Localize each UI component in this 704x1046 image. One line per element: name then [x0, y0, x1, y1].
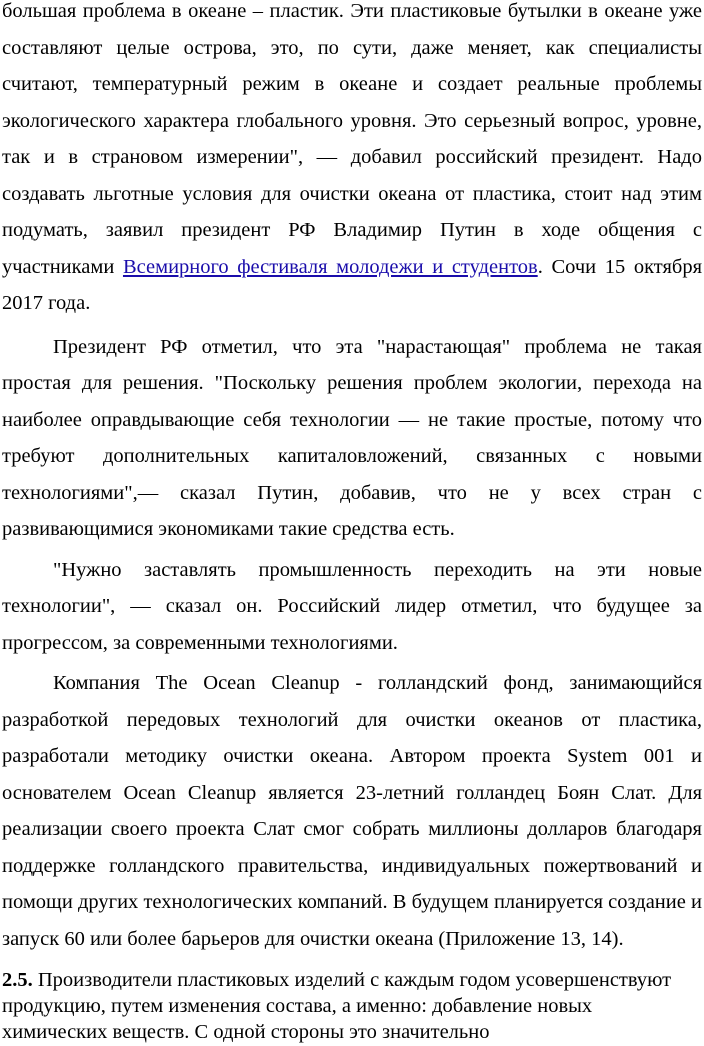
- paragraph-ocean-cleanup: Компания The Ocean Cleanup - голландский фонд, занимающийся разработкой передовых технологий для очистки океанов от пластика, разработали методику очистки океана. Автором проекта System 001 и основателем Ocean Cleanup является 23-летний голландец Боян Слат. Для реализации своего проекта Слат смог собрать миллионы долларов благодаря поддержке голландского правительства, индивидуальных пожертвований и помощи других технологических компаний. В будущем планируется создание и запуск 60 или более барьеров для очистки океана (Приложение 13, 14).: [2, 672, 702, 950]
- paragraph-plastic-problem: [2, 0, 702, 322]
- paragraph-industry-technology: "Нужно заставлять промышленность переходить на эти новые технологии", — сказал он. Российский лидер отметил, что будущее за прогрессом, за современными технологиями.: [2, 558, 702, 654]
- paragraph-president-comment: Президент РФ отметил, что эта "нарастающая" проблема не такая простая для решения. "Поскольку решения проблем экологии, перехода на наиболее оправдывающие себя технологии — не такие простые, потому что требуют дополнительных капиталовложений, связанных с новыми технологиями",— сказал Путин, добавив, что не у всех стран с развивающимися экономиками такие средства есть.: [2, 335, 702, 540]
- festival-link[interactable]: Всемирного фестиваля молодежи и студентов: [122, 255, 538, 278]
- paragraph-text-start: большая проблема в океане – пластик. Эти пластиковые бутылки в океане уже составляют целые острова, это, по сути, даже меняет, как специалисты считают, температурный режим в океане и создает реальные проблемы экологического характера глобального уровня. Это серьезный вопрос, уровне, так и в страновом измерении", — добавил российский президент. Надо создавать льготные условия для очистки океана от пластика, стоит над этим подумать, заявил президент РФ Владимир Путин в ходе общения с участниками: [2, 0, 702, 278]
- section-text: Производители пластиковых изделий с каждым годом усовершенствуют продукцию, путем изменения состава, а именно: добавление новых химических веществ. С одной стороны это значительно: [2, 969, 672, 1043]
- section-number: 2.5.: [2, 969, 33, 991]
- paragraph-text-end: . Сочи 15 октября 2017 года.: [2, 255, 702, 314]
- section-2-5: [2, 967, 702, 1045]
